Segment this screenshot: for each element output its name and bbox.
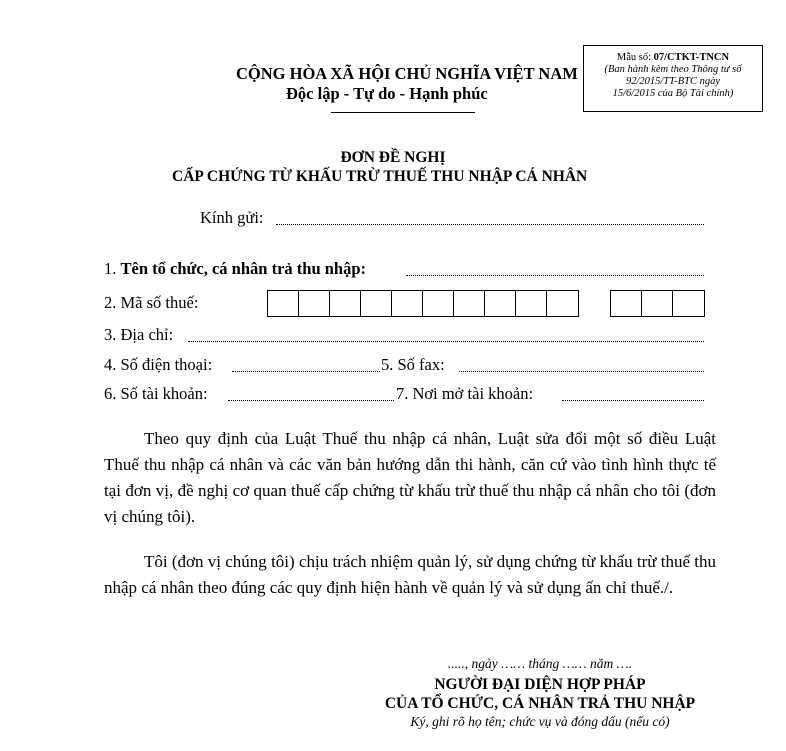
account-field[interactable] — [228, 400, 394, 401]
form-title: ĐƠN ĐỀ NGHỊ — [340, 149, 446, 166]
form-code-box — [583, 45, 763, 112]
tax-code-digit-box[interactable] — [392, 291, 423, 316]
item-payer-number: 1. — [104, 259, 117, 278]
item-account-label: 6. Số tài khoản: — [104, 384, 208, 403]
request-paragraph: Theo quy định của Luật Thuế thu nhập cá nhân, Luật sửa đổi một số điều Luật Thuế thu nhập cá nhân và các văn bản hướng dẫn thi hành, căn cứ vào tình hình thực tế tại đơn vị, đề nghị cơ quan thuế cấp chứng từ khấu trừ thuế thu nhập cá nhân cho tôi (đơn vị chúng tôi). — [104, 429, 716, 526]
signature-instruction: Ký, ghi rõ họ tên; chức vụ và đóng dấu (nếu có) — [410, 714, 670, 729]
item-payer-name — [104, 259, 366, 279]
recipient-field[interactable] — [276, 224, 704, 225]
tax-code-digit-box[interactable] — [611, 291, 642, 316]
tax-code-digit-box[interactable] — [547, 291, 578, 316]
form-code: 07/CTKT-TNCN — [653, 52, 730, 63]
item-phone-label: 4. Số điện thoại: — [104, 355, 213, 374]
fax-field[interactable] — [459, 371, 704, 372]
tax-code-digit-box[interactable] — [516, 291, 547, 316]
phone-field[interactable] — [232, 371, 380, 372]
bank-field[interactable] — [562, 400, 704, 401]
tax-code-digit-box[interactable] — [268, 291, 299, 316]
form-note-line-3: 15/6/2015 của Bộ Tài chính) — [612, 88, 734, 99]
nation-name: CỘNG HÒA XÃ HỘI CHỦ NGHĨA VIỆT NAM — [236, 64, 578, 83]
form-note-line-1: (Ban hành kèm theo Thông tư số — [604, 64, 742, 75]
tax-code-digit-box[interactable] — [673, 291, 704, 316]
form-code-label: Mẫu số: — [616, 52, 652, 63]
tax-code-digit-box[interactable] — [299, 291, 330, 316]
date-line: ....., ngày …… tháng …… năm …. — [447, 656, 633, 671]
item-address-label: 3. Địa chỉ: — [104, 325, 174, 344]
representative-title-2: CỦA TỔ CHỨC, CÁ NHÂN TRẢ THU NHẬP — [384, 695, 696, 712]
item-fax-label: 5. Số fax: — [381, 355, 445, 374]
commitment-paragraph: Tôi (đơn vị chúng tôi) chịu trách nhiệm quản lý, sử dụng chứng từ khấu trừ thuế thu nhập cá nhân theo đúng các quy định hiện hành về quản lý và sử dụng ấn chỉ thuế./. — [104, 552, 716, 597]
form-note-line-2: 92/2015/TT-BTC ngày — [625, 76, 721, 87]
form-subtitle: CẤP CHỨNG TỪ KHẤU TRỪ THUẾ THU NHẬP CÁ NHÂN — [172, 168, 588, 185]
recipient-label: Kính gửi: — [200, 208, 264, 227]
address-field[interactable] — [188, 341, 704, 342]
tax-code-digit-box[interactable] — [485, 291, 516, 316]
tax-code-digit-box[interactable] — [330, 291, 361, 316]
representative-title-1: NGƯỜI ĐẠI DIỆN HỢP PHÁP — [434, 676, 646, 693]
payer-name-field[interactable] — [406, 275, 704, 276]
item-tax-code-label: 2. Mã số thuế: — [104, 293, 199, 312]
tax-code-digit-box[interactable] — [361, 291, 392, 316]
tax-code-boxes-main[interactable] — [267, 290, 579, 317]
tax-code-boxes-branch[interactable] — [610, 290, 705, 317]
national-motto: Độc lập - Tự do - Hạnh phúc — [286, 84, 488, 103]
tax-code-digit-box[interactable] — [454, 291, 485, 316]
item-payer-label: Tên tổ chức, cá nhân trả thu nhập: — [120, 259, 367, 278]
item-bank-label: 7. Nơi mở tài khoản: — [396, 384, 534, 403]
tax-code-digit-box[interactable] — [423, 291, 454, 316]
header-divider — [331, 112, 475, 113]
tax-code-digit-box[interactable] — [642, 291, 673, 316]
